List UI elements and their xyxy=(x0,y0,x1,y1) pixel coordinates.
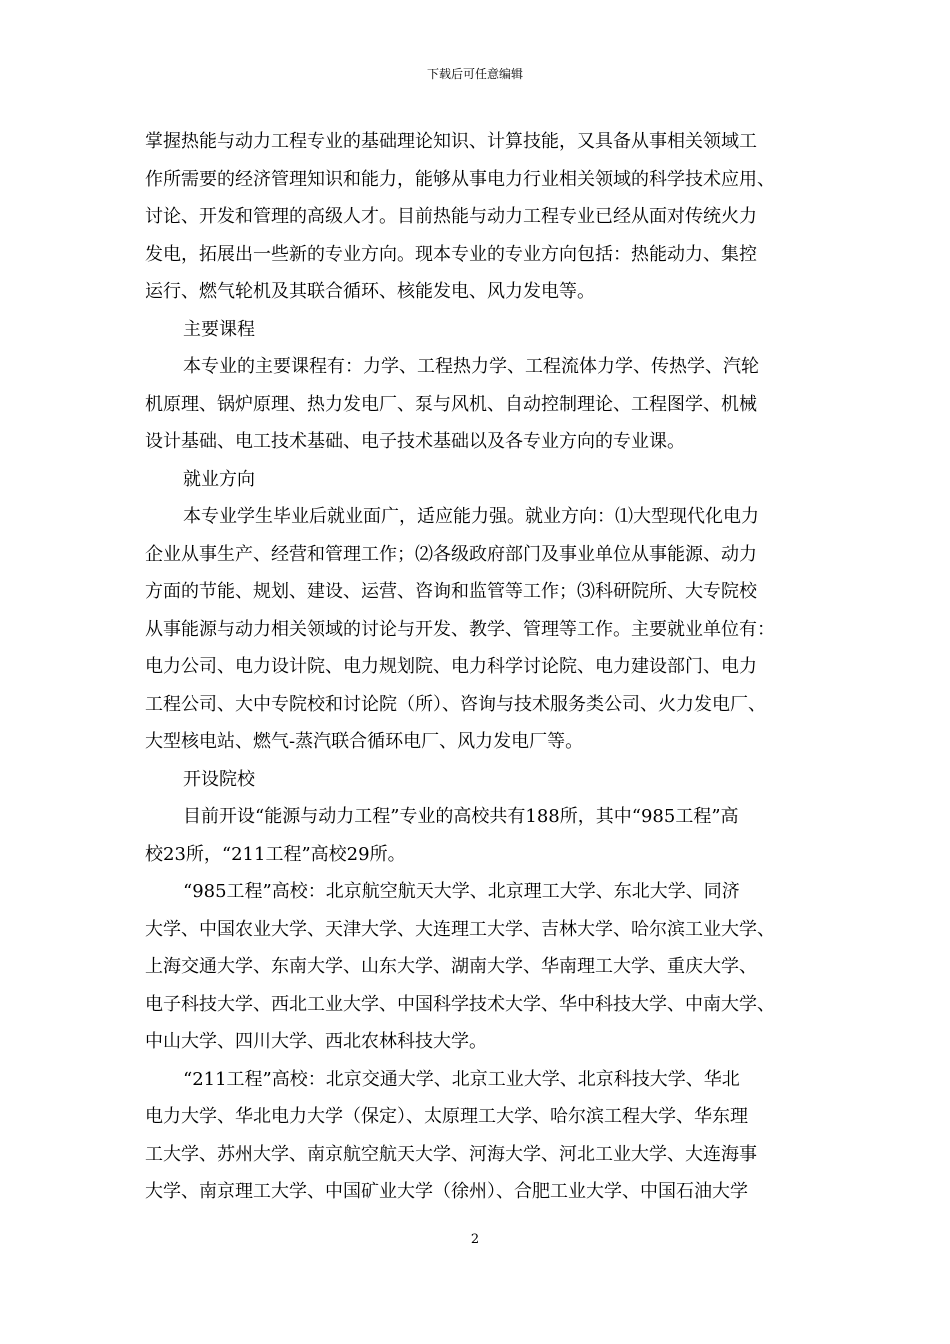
page-number: 2 xyxy=(470,1232,480,1247)
text-line: 校23所，“211工程”高校29所。 xyxy=(145,843,406,865)
text-line: 工程公司、大中专院校和讨论院（所）、咨询与技术服务类公司、火力发电厂、 xyxy=(145,693,766,715)
text-line: 机原理、锅炉原理、热力发电厂、泵与风机、自动控制理论、工程图学、机械 xyxy=(145,393,757,415)
text-line: 电力公司、电力设计院、电力规划院、电力科学讨论院、电力建设部门、电力 xyxy=(145,656,757,677)
text-line: 企业从事生产、经营和管理工作；⑵各级政府部门及事业单位从事能源、动力 xyxy=(145,543,757,565)
text-line: “211工程”高校：北京交通大学、北京工业大学、北京科技大学、华北 xyxy=(183,1068,740,1090)
text-line: 发电，拓展出一些新的专业方向。现本专业的专业方向包括：热能动力、集控 xyxy=(145,243,757,265)
text-line: 中山大学、四川大学、西北农林科技大学。 xyxy=(145,1031,487,1052)
text-line: 电子科技大学、西北工业大学、中国科学技术大学、华中科技大学、中南大学、 xyxy=(145,993,775,1015)
text-line: 作所需要的经济管理知识和能力，能够从事电力行业相关领域的科学技术应用、 xyxy=(145,168,775,190)
paragraph-employment xyxy=(145,498,817,761)
paragraph-main-courses xyxy=(145,348,817,461)
paragraph-university-count xyxy=(145,798,817,873)
text-line: 方面的节能、规划、建设、运营、咨询和监管等工作；⑶科研院所、大专院校 xyxy=(145,581,757,602)
text-line: 工大学、苏州大学、南京航空航天大学、河海大学、河北工业大学、大连海事 xyxy=(145,1143,757,1165)
text-line: 就业方向 xyxy=(183,468,255,490)
text-line: 主要课程 xyxy=(183,318,255,340)
heading-employment xyxy=(145,461,817,499)
document-body xyxy=(145,123,817,1211)
heading-universities xyxy=(145,761,817,799)
text-line: 开设院校 xyxy=(183,768,255,790)
text-line: 目前开设“能源与动力工程”专业的高校共有188所，其中“985工程”高 xyxy=(183,806,739,827)
text-line: 设计基础、电工技术基础、电子技术基础以及各专业方向的专业课。 xyxy=(145,431,685,452)
text-line: 大学、中国农业大学、天津大学、大连理工大学、吉林大学、哈尔滨工业大学、 xyxy=(145,918,775,940)
text-line: 掌握热能与动力工程专业的基础理论知识、计算技能，又具备从事相关领域工 xyxy=(145,131,757,152)
paragraph-talent-goal xyxy=(145,123,817,311)
text-line: “985工程”高校：北京航空航天大学、北京理工大学、东北大学、同济 xyxy=(183,881,740,902)
text-line: 本专业的主要课程有：力学、工程热力学、工程流体力学、传热学、汽轮 xyxy=(183,356,759,377)
text-line: 讨论、开发和管理的高级人才。目前热能与动力工程专业已经从面对传统火力 xyxy=(145,206,757,227)
heading-main-courses xyxy=(145,311,817,349)
text-line: 上海交通大学、东南大学、山东大学、湖南大学、华南理工大学、重庆大学、 xyxy=(145,956,757,977)
text-line: 从事能源与动力相关领域的讨论与开发、教学、管理等工作。主要就业单位有： xyxy=(145,618,775,640)
paragraph-985-universities xyxy=(145,873,817,1061)
text-line: 电力大学、华北电力大学（保定）、太原理工大学、哈尔滨工程大学、华东理 xyxy=(145,1106,748,1127)
text-line: 大型核电站、燃气-蒸汽联合循环电厂、风力发电厂等。 xyxy=(145,731,584,752)
paragraph-211-universities xyxy=(145,1061,817,1211)
text-line: 运行、燃气轮机及其联合循环、核能发电、风力发电等。 xyxy=(145,281,595,302)
text-line: 本专业学生毕业后就业面广，适应能力强。就业方向：⑴大型现代化电力 xyxy=(183,506,759,527)
page-header: 下载后可任意编辑 xyxy=(426,67,523,81)
text-line: 大学、南京理工大学、中国矿业大学（徐州）、合肥工业大学、中国石油大学 xyxy=(145,1181,748,1202)
